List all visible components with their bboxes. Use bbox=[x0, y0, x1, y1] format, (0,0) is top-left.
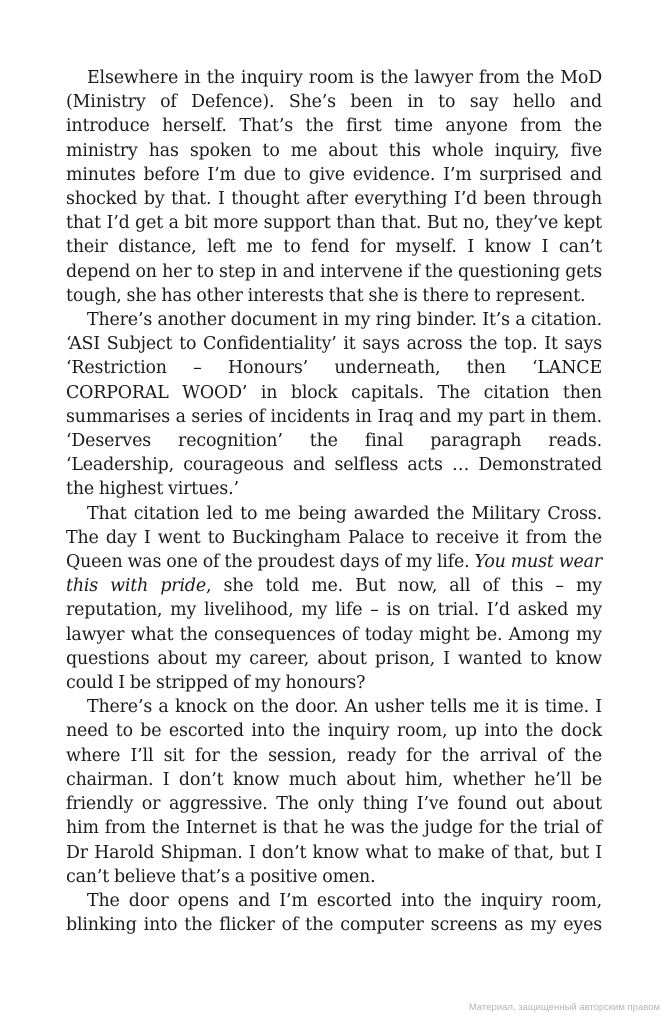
paragraph-mod-lawyer: Elsewhere in the inquiry room is the lawyer from the MoD (Ministry of Defence). She’s been in to say hello and introduce herself. That’s the first time anyone from the ministry has spoken to me about this whole inquiry, five minutes before I’m due to give evidence. I’m surprised and shocked by that. I thought after everything I’d been through that I’d get a bit more support than that. But no, they’ve kept their distance, left me to fend for myself. I know I can’t depend on her to step in and intervene if the questioning gets tough, she has other interests that she is there to represent. bbox=[66, 68, 602, 306]
paragraph-military-cross bbox=[66, 502, 602, 696]
paragraph-citation-document: There’s another document in my ring binder. It’s a citation. ‘ASI Subject to Confidentiality’ it says across the top. It says ‘Restriction – Honours’ underneath, then ‘LANCE CORPORAL WOOD’ in block capitals. The citation then summarises a series of incidents in Iraq and my part in them. ‘Deserves recognition’ the final paragraph reads. ‘Leadership, courageous and selfless acts … Demonstrated the highest virtues.’ bbox=[66, 310, 602, 500]
italic-quote: You must wear this with pride bbox=[66, 552, 602, 597]
paragraph-usher-knock: There’s a knock on the door. An usher tells me it is time. I need to be escorted into the inquiry room, up into the dock where I’ll sit for the session, ready for the arrival of the chairman. I don’t know much about him, whether he’ll be friendly or aggressive. The only thing I’ve found out about him from the Internet is that he was the judge for the trial of Dr Harold Shipman. I don’t know what to make of that, but I can’t believe that’s a positive omen. bbox=[66, 697, 602, 887]
copyright-watermark: Материал, защищенный авторским правом bbox=[468, 1002, 660, 1013]
paragraph-door-opens: The door opens and I’m escorted into the inquiry room, blinking into the flicker of the computer screens as my eyes bbox=[66, 890, 602, 936]
paragraph-text-segment: That citation led to me being awarded the Military Cross. The day I went to Buckingham Palace to receive it from the Queen was one of the proudest days of my life. bbox=[66, 503, 602, 573]
book-page-body bbox=[66, 66, 602, 937]
paragraph-text-segment: , she told me. But now, all of this – my reputation, my livelihood, my life – is on trial. I’d asked my lawyer what the consequences of today might be. Among my questions about my career, about prison, I wanted to know could I be stripped of my honours? bbox=[66, 576, 602, 694]
